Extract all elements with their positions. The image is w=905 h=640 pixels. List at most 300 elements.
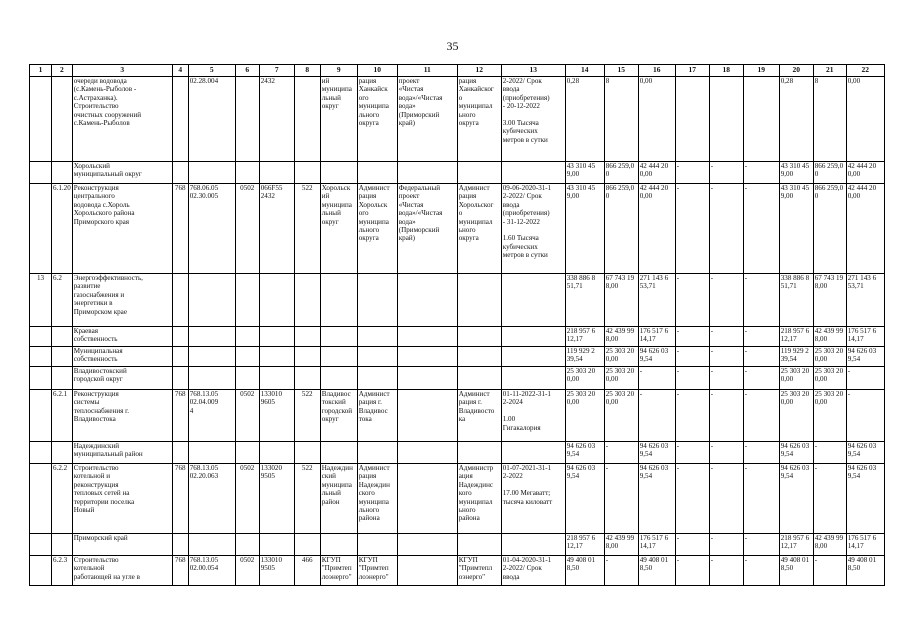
cell-text-line: муниципал	[458, 497, 493, 506]
table-cell	[565, 184, 604, 274]
table-cell	[638, 390, 675, 442]
column-header: 18	[709, 65, 743, 77]
table-cell	[565, 162, 604, 184]
cell-text-line: района	[458, 514, 480, 523]
cell-text-line: 0,00	[847, 170, 861, 179]
table-cell	[604, 274, 638, 327]
cell-text-line: ий	[321, 192, 330, 201]
table-cell	[259, 327, 294, 347]
cell-text-line: котельной	[73, 564, 105, 573]
cell-text-line: 25 303 20	[814, 367, 844, 375]
table-cell	[846, 274, 884, 327]
cell-text-line: 49 408 01	[780, 556, 810, 564]
cell-text-line: 768.13.05	[189, 556, 219, 564]
cell-text-line: 768.13.05	[189, 390, 219, 398]
cell-text-line: 133010	[260, 556, 283, 564]
cell-text-line: 271 143 6	[847, 274, 877, 282]
table-cell	[675, 556, 709, 586]
cell-text-line: 02.04.009	[189, 398, 219, 407]
cell-text-line: 338 886 8	[780, 274, 810, 282]
table-cell	[501, 184, 565, 274]
cell-text-line: -	[847, 367, 851, 375]
table-cell	[259, 556, 294, 586]
cell-text-line: 94 626 03	[639, 442, 669, 450]
table-cell	[172, 464, 188, 534]
table-cell	[52, 534, 73, 556]
table-cell	[30, 556, 52, 586]
table-cell	[52, 464, 73, 534]
cell-text-line: 09-06-2020-31-1	[502, 184, 552, 192]
table-cell	[675, 77, 709, 162]
table-cell	[294, 162, 320, 184]
cell-text-line: Приморского края	[73, 217, 130, 226]
table-cell	[235, 390, 259, 442]
table-cell	[172, 367, 188, 390]
cell-text-line: 49 408 01	[847, 556, 877, 564]
table-cell	[188, 184, 235, 274]
cell-text-line: Админист	[358, 184, 390, 192]
cell-text-line: 39,54	[566, 355, 583, 364]
table-cell	[30, 274, 52, 327]
cell-text-line: 43 310 45	[780, 184, 810, 192]
table-cell	[52, 367, 73, 390]
cell-text-line: 8,00	[605, 282, 619, 291]
cell-text-line: 8,50	[780, 564, 794, 573]
cell-text-line: 25 303 20	[814, 390, 844, 398]
table-cell	[259, 367, 294, 390]
cell-text-line: 9,54	[639, 472, 653, 481]
table-cell	[604, 367, 638, 390]
cell-text-line: Владивос	[358, 406, 388, 415]
cell-text-line: край)	[398, 119, 416, 128]
cell-text-line: с.Астраханка).	[73, 93, 118, 102]
cell-text-line: КГУП	[458, 556, 478, 564]
cell-text-line: 0,00	[780, 398, 794, 407]
cell-text-line: округа	[458, 234, 479, 243]
cell-text-line: рация	[358, 192, 377, 201]
table-cell	[72, 327, 172, 347]
table-cell	[779, 327, 813, 347]
cell-text-line: 6.2.3	[53, 556, 68, 564]
table-cell	[813, 184, 846, 274]
table-cell	[357, 184, 397, 274]
cell-text-line: 2432	[260, 77, 275, 85]
table-cell	[638, 77, 675, 162]
cell-text-line: льного	[358, 226, 380, 235]
cell-text-line: Админист	[458, 390, 490, 398]
cell-text-line: -	[676, 327, 680, 335]
cell-text-line: округ	[321, 415, 339, 424]
cell-text-line: 768	[174, 556, 186, 564]
table-cell	[172, 442, 188, 464]
cell-text-line: -	[639, 390, 643, 398]
cell-text-line	[503, 407, 564, 415]
table-cell	[397, 77, 457, 162]
table-cell	[30, 534, 52, 556]
table-cell	[30, 442, 52, 464]
cell-text-line: 0,28	[780, 77, 794, 85]
cell-text-line: 42 439 99	[814, 327, 844, 335]
cell-text-line: 9505	[260, 472, 275, 481]
cell-text-line: 8,00	[814, 542, 828, 551]
table-cell	[501, 347, 565, 367]
table-cell	[188, 274, 235, 327]
cell-text-line: 25 303 20	[605, 390, 635, 398]
table-cell	[501, 556, 565, 586]
cell-text-line: 94 626 03	[780, 464, 810, 472]
table-cell	[357, 534, 397, 556]
table-cell	[320, 274, 357, 327]
table-cell	[457, 442, 501, 464]
cell-text-line: 218 957 6	[566, 327, 596, 335]
cell-text-line: 8,50	[847, 564, 861, 573]
cell-text-line: - 31-12-2022	[502, 217, 540, 226]
table-cell	[565, 556, 604, 586]
cell-text-line: муниципа	[358, 217, 389, 226]
table-row	[30, 556, 885, 586]
cell-text-line: 25 303 20	[566, 390, 596, 398]
table-cell	[565, 442, 604, 464]
table-cell	[172, 77, 188, 162]
table-cell	[52, 162, 73, 184]
table-cell	[501, 274, 565, 327]
cell-text-line: 866 259,0	[814, 162, 844, 170]
table-row	[30, 534, 885, 556]
cell-text-line: 02.30.005	[189, 192, 219, 201]
cell-text-line: 8,00	[814, 335, 828, 344]
table-cell	[72, 464, 172, 534]
cell-text-line: 12,17	[780, 335, 797, 344]
cell-text-line: -	[605, 464, 609, 472]
table-cell	[397, 184, 457, 274]
cell-text-line: рация г.	[458, 398, 482, 407]
table-cell	[357, 367, 397, 390]
cell-text-line: газоснабжения и	[73, 290, 125, 299]
table-cell	[565, 347, 604, 367]
cell-text-line: 25 303 20	[780, 390, 810, 398]
cell-text-line: -	[676, 464, 680, 472]
table-cell	[172, 162, 188, 184]
cell-text-line: льный	[321, 489, 341, 498]
cell-text-line: "Примтеп	[358, 564, 389, 573]
cell-text-line: (приобретения)	[502, 209, 550, 218]
cell-text-line: о	[458, 93, 463, 102]
cell-text-line: муниципальный округ	[73, 170, 142, 179]
cell-text-line: -	[814, 556, 818, 564]
cell-text-line: ского	[358, 489, 375, 498]
table-cell	[188, 464, 235, 534]
cell-text-line: Федеральный	[398, 184, 441, 192]
table-cell	[52, 274, 73, 327]
table-row	[30, 390, 885, 442]
table-cell	[743, 442, 779, 464]
table-cell	[846, 442, 884, 464]
table-cell	[743, 534, 779, 556]
cell-text-line: лоэнерго"	[358, 572, 389, 581]
cell-text-line: 42 444 20	[639, 162, 669, 170]
cell-text-line: -	[676, 274, 680, 282]
column-header: 4	[172, 65, 188, 77]
cell-text-line: 0,00	[566, 375, 580, 384]
table-cell	[52, 184, 73, 274]
cell-text-line: ьного	[458, 506, 476, 515]
table-cell	[813, 77, 846, 162]
table-cell	[675, 162, 709, 184]
cell-text-line: рация	[358, 472, 377, 481]
cell-text-line: льного	[358, 506, 380, 515]
cell-text-line: -	[744, 274, 748, 282]
cell-text-line: 94 626 03	[847, 442, 877, 450]
cell-text-line: Ханкайск	[358, 85, 388, 94]
cell-text-line: 866 259,0	[605, 162, 635, 170]
table-cell	[565, 77, 604, 162]
table-cell	[813, 327, 846, 347]
column-header: 15	[604, 65, 638, 77]
cell-text-line: 066F55	[260, 184, 283, 192]
table-cell	[397, 274, 457, 327]
cell-text-line: 0,00	[605, 355, 619, 364]
table-cell	[294, 77, 320, 162]
cell-text-line: Хорольского района	[73, 209, 135, 218]
cell-text-line: 01-07-2021-31-1	[502, 464, 552, 472]
cell-text-line: 2-2022/ Срок	[502, 77, 542, 85]
table-cell	[604, 442, 638, 464]
table-row	[30, 184, 885, 274]
cell-text-line: 53,71	[847, 282, 864, 291]
cell-text-line: метров в сутки	[502, 251, 548, 260]
cell-text-line: 53,71	[639, 282, 656, 291]
table-cell	[259, 390, 294, 442]
table-cell	[294, 327, 320, 347]
table-cell	[743, 367, 779, 390]
table-cell	[779, 274, 813, 327]
table-cell	[72, 390, 172, 442]
cell-text-line: ий	[321, 77, 330, 85]
table-cell	[259, 77, 294, 162]
table-cell	[709, 77, 743, 162]
table-cell	[501, 390, 565, 442]
table-cell	[52, 390, 73, 442]
column-header: 20	[779, 65, 813, 77]
cell-text-line: 0502	[240, 556, 255, 564]
table-row	[30, 274, 885, 327]
cell-text-line: -	[710, 162, 714, 170]
cell-text-line: 8,50	[566, 564, 580, 573]
cell-text-line: 6.2.2	[53, 464, 68, 472]
cell-text-line: -	[676, 556, 680, 564]
table-cell	[565, 327, 604, 347]
cell-text-line: 0,00	[639, 170, 653, 179]
cell-text-line: -	[710, 367, 714, 375]
table-cell	[638, 162, 675, 184]
cell-text-line: 0	[814, 170, 819, 179]
cell-text-line: -	[676, 390, 680, 398]
table-cell	[320, 162, 357, 184]
table-cell	[604, 390, 638, 442]
table-cell	[743, 347, 779, 367]
cell-text-line: 2-2022/ Срок	[502, 564, 542, 573]
cell-text-line: 9,54	[639, 450, 653, 459]
cell-text-line: ого	[358, 209, 369, 218]
cell-text-line: -	[710, 534, 714, 542]
table-cell	[813, 367, 846, 390]
table-cell	[604, 347, 638, 367]
table-cell	[72, 184, 172, 274]
cell-text-line: рация	[458, 192, 477, 201]
cell-text-line: Владивосто	[458, 406, 495, 415]
cell-text-line: района	[358, 514, 380, 523]
cell-text-line: -	[744, 556, 748, 564]
table-cell	[320, 390, 357, 442]
table-cell	[72, 77, 172, 162]
column-header: 3	[72, 65, 172, 77]
cell-text-line	[503, 111, 564, 119]
column-header: 17	[675, 65, 709, 77]
table-cell	[172, 184, 188, 274]
table-cell	[172, 274, 188, 327]
cell-text-line: Реконструкция	[73, 390, 119, 398]
table-cell	[846, 556, 884, 586]
table-cell	[357, 556, 397, 586]
cell-text-line: 133020	[260, 464, 283, 472]
table-cell	[846, 534, 884, 556]
table-cell	[357, 347, 397, 367]
cell-text-line: 866 259,0	[814, 184, 844, 192]
table-cell	[320, 77, 357, 162]
cell-text-line: Приморский край	[73, 534, 128, 542]
cell-text-line: 8	[814, 77, 819, 85]
table-cell	[172, 556, 188, 586]
cell-text-line: Админист	[358, 464, 390, 472]
cell-text-line: -	[605, 442, 609, 450]
cell-text-line: собственность	[73, 355, 118, 364]
cell-text-line: 0,00	[566, 398, 580, 407]
table-cell	[846, 77, 884, 162]
cell-text-line: 02.00.054	[189, 564, 219, 573]
table-cell	[52, 327, 73, 347]
column-header: 6	[235, 65, 259, 77]
cell-text-line: 2-2022	[502, 472, 523, 481]
cell-text-line: (Приморский	[398, 226, 440, 235]
table-cell	[294, 442, 320, 464]
cell-text-line: (с.Камень-Рыболов -	[73, 85, 137, 94]
cell-text-line: реконструкция	[73, 480, 119, 489]
cell-text-line: 9,00	[780, 192, 794, 201]
table-cell	[259, 274, 294, 327]
table-cell	[743, 77, 779, 162]
cell-text-line: 42 444 20	[639, 184, 669, 192]
cell-text-line: льный	[321, 93, 341, 102]
table-row	[30, 464, 885, 534]
table-cell	[188, 390, 235, 442]
table-cell	[397, 347, 457, 367]
cell-text-line: 1.00	[502, 415, 516, 424]
cell-text-line: "Примтеп	[321, 564, 352, 573]
table-cell	[320, 327, 357, 347]
page-number: 35	[446, 39, 459, 53]
cell-text-line: 119 929 2	[780, 347, 809, 355]
cell-text-line: КГУП	[321, 556, 341, 564]
cell-text-line: -	[710, 327, 714, 335]
column-header: 16	[638, 65, 675, 77]
cell-text-line: вода»	[398, 217, 416, 226]
cell-text-line: 8,00	[814, 282, 828, 291]
cell-text-line: тока	[358, 415, 372, 424]
table-cell	[709, 534, 743, 556]
table-cell	[320, 442, 357, 464]
cell-text-line: 0,00	[814, 398, 828, 407]
table-cell	[675, 274, 709, 327]
table-cell	[604, 556, 638, 586]
cell-text-line: Реконструкция	[73, 184, 119, 192]
cell-text-line: муниципал	[458, 102, 493, 111]
table-cell	[846, 367, 884, 390]
cell-text-line: котельной и	[73, 472, 111, 481]
cell-text-line: муниципальный район	[73, 450, 143, 459]
table-cell	[188, 347, 235, 367]
cell-text-line: 6.1.20	[53, 184, 71, 192]
cell-text-line: 0,00	[605, 398, 619, 407]
cell-text-line: 2-2022/ Срок	[502, 192, 542, 201]
table-cell	[320, 556, 357, 586]
table-cell	[320, 347, 357, 367]
cell-text-line: 768.06.05	[189, 184, 219, 192]
cell-text-line: 14,17	[847, 335, 864, 344]
cell-text-line: Админист	[358, 390, 390, 398]
cell-text-line: 94 626 03	[847, 347, 877, 355]
cell-text-line: 271 143 6	[639, 274, 669, 282]
cell-text-line: городской округ	[73, 375, 123, 384]
cell-text-line: тысяча киловатт	[502, 497, 553, 506]
table-cell	[397, 464, 457, 534]
column-header: 1	[30, 65, 52, 77]
cell-text-line: 6.2.1	[53, 390, 68, 398]
table-cell	[813, 534, 846, 556]
cell-text-line: Энергоэффективность,	[73, 274, 143, 282]
table-cell	[172, 534, 188, 556]
table-cell	[709, 327, 743, 347]
cell-text-line: -	[744, 347, 748, 355]
cell-text-line: -	[710, 390, 714, 398]
cell-text-line: развитие	[73, 282, 101, 291]
column-header: 22	[846, 65, 884, 77]
table-cell	[501, 442, 565, 464]
cell-text-line: Надеждин	[321, 464, 353, 472]
cell-text-line: округа	[458, 119, 479, 128]
table-cell	[357, 390, 397, 442]
table-cell	[779, 367, 813, 390]
table-cell	[320, 534, 357, 556]
cell-text-line: Надеждинс	[458, 480, 494, 489]
table-cell	[172, 327, 188, 347]
table-cell	[235, 77, 259, 162]
table-cell	[294, 534, 320, 556]
cell-text-line: Надеждин	[358, 480, 390, 489]
table-row	[30, 347, 885, 367]
cell-text-line: 1.60 Тысяча	[502, 234, 539, 243]
table-cell	[457, 390, 501, 442]
table-cell	[638, 184, 675, 274]
table-cell	[846, 390, 884, 442]
table-cell	[501, 534, 565, 556]
cell-text-line: 0,00	[847, 77, 861, 85]
cell-text-line: Хорольск	[321, 184, 351, 192]
table-cell	[397, 390, 457, 442]
cell-text-line: 9,54	[780, 472, 794, 481]
table-cell	[675, 347, 709, 367]
cell-text-line: Строительство	[73, 102, 119, 111]
table-cell	[259, 534, 294, 556]
